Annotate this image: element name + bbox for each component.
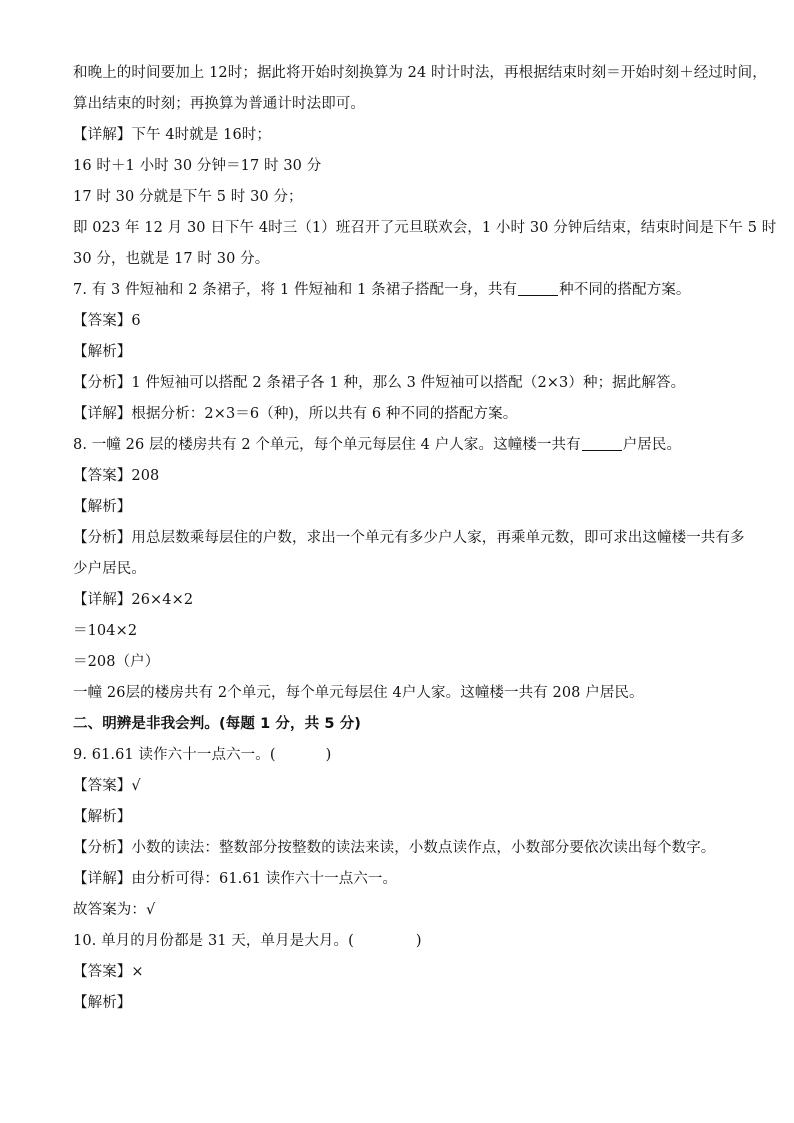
answer-value: 208	[131, 468, 160, 484]
answer-line	[73, 306, 733, 337]
text-line: 16 时＋1 小时 30 分钟＝17 时 30 分	[73, 158, 322, 174]
document-page	[73, 58, 777, 1019]
detail-line	[73, 120, 733, 151]
text-line: 少户居民。	[73, 561, 146, 577]
answer-value: ×	[131, 964, 144, 980]
question-text: 9. 61.61 读作六十一点六一。(	[73, 747, 276, 763]
answer-blank	[582, 436, 622, 451]
analysis-line	[73, 368, 733, 399]
detail-tag: 【详解】	[73, 406, 132, 422]
analysis-heading: 【解析】	[73, 499, 132, 515]
question-text: )	[325, 747, 332, 763]
conclusion-line: 故答案为：√	[73, 902, 156, 918]
answer-line	[73, 957, 733, 988]
answer-line	[73, 461, 733, 492]
answer-value: 6	[131, 313, 141, 329]
text-line: 即 023 年 12 月 30 日下午 4时三（1）班召开了元旦联欢会，1 小时 30 分钟后结束，结束时间是下午 5 时	[73, 220, 777, 236]
question-text: 8. 一幢 26 层的楼房共有 2 个单元，每个单元每层住 4 户人家。这幢楼一共有	[73, 437, 581, 453]
detail-text: 下午 4时就是 16时；	[131, 127, 271, 143]
detail-tag: 【详解】	[73, 871, 132, 887]
detail-line	[73, 399, 733, 430]
detail-text: 由分析可得：61.61 读作六十一点六一。	[131, 871, 398, 887]
question-7	[73, 275, 733, 306]
answer-tag: 【答案】	[73, 778, 132, 794]
analysis-tag: 【分析】	[73, 530, 132, 546]
answer-value: √	[131, 778, 141, 794]
answer-line	[73, 771, 733, 802]
detail-line	[73, 864, 733, 895]
answer-blank	[518, 281, 558, 296]
analysis-text: 用总层数乘每层住的户数，求出一个单元有多少户人家，再乘单元数，即可求出这幢楼一共有多	[131, 530, 745, 546]
section-heading: 二、明辨是非我会判。(每题 1 分，共 5 分)	[73, 716, 362, 732]
text-line: 一幢 26层的楼房共有 2个单元，每个单元每层住 4户人家。这幢楼一共有 208 户居民。	[73, 685, 644, 701]
calc-step: ＝208（户）	[73, 654, 160, 670]
question-8	[73, 430, 733, 461]
question-text: )	[415, 933, 422, 949]
analysis-line	[73, 523, 745, 554]
analysis-text: 1 件短袖可以搭配 2 条裙子各 1 种，那么 3 件短袖可以搭配（2×3）种；据此解答。	[131, 375, 686, 391]
analysis-tag: 【分析】	[73, 840, 132, 856]
question-10	[73, 926, 733, 957]
analysis-text: 小数的读法：整数部分按整数的读法来读，小数点读作点，小数部分要依次读出每个数字。	[131, 840, 716, 856]
detail-tag: 【详解】	[73, 127, 132, 143]
question-text: 10. 单月的月份都是 31 天，单月是大月。(	[73, 933, 354, 949]
calc-step: ＝104×2	[73, 623, 138, 639]
detail-tag: 【详解】	[73, 592, 132, 608]
analysis-heading: 【解析】	[73, 995, 132, 1011]
analysis-tag: 【分析】	[73, 375, 132, 391]
text-line: 17 时 30 分就是下午 5 时 30 分；	[73, 189, 303, 205]
answer-tag: 【答案】	[73, 468, 132, 484]
detail-text: 根据分析：2×3＝6（种)，所以共有 6 种不同的搭配方案。	[131, 406, 518, 422]
text-line: 30 分，也就是 17 时 30 分。	[73, 251, 270, 267]
analysis-line	[73, 833, 733, 864]
text-line: 算出结束的时刻；再换算为普通计时法即可。	[73, 96, 365, 112]
answer-tag: 【答案】	[73, 964, 132, 980]
detail-line	[73, 585, 733, 616]
question-text: 户居民。	[622, 437, 682, 453]
analysis-heading: 【解析】	[73, 344, 132, 360]
text-line: 和晚上的时间要加上 12时；据此将开始时刻换算为 24 时计时法，再根据结束时刻＝开始时刻＋经过时间，	[73, 65, 767, 81]
question-9	[73, 740, 733, 771]
question-text: 种不同的搭配方案。	[559, 282, 691, 298]
detail-text: 26×4×2	[131, 592, 194, 608]
answer-tag: 【答案】	[73, 313, 132, 329]
analysis-heading: 【解析】	[73, 809, 132, 825]
question-text: 7. 有 3 件短袖和 2 条裙子，将 1 件短袖和 1 条裙子搭配一身，共有	[73, 282, 518, 298]
